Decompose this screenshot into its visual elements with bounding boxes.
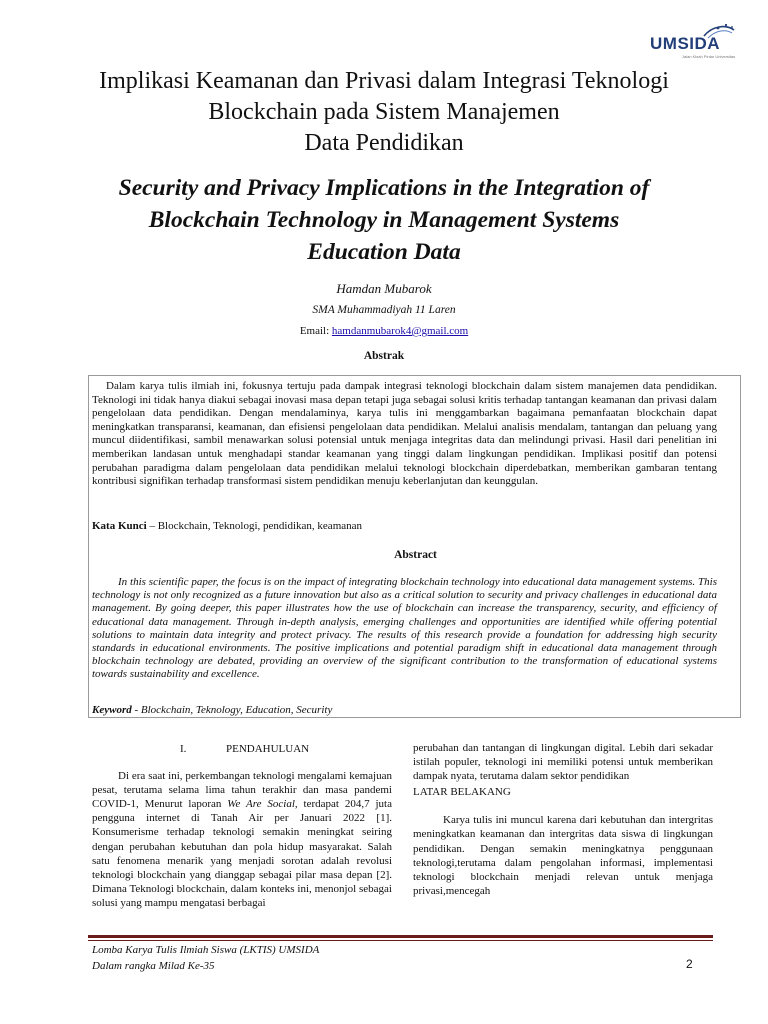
logo-tagline: Jalan Kisah Pintar Universitas <box>682 54 736 59</box>
title-id-line: Blockchain pada Sistem Manajemen <box>208 99 560 125</box>
background-paragraph: Karya tulis ini muncul karena dari kebutuhan dan intergritas meningkatkan keamanan dan intergritas data siswa di lingkungan pendidikan. Dengan semakin meningkatnya penggunaan teknologi,terutama dalam pengolahan informasi, implementasi teknologi blockchain menjadi relevan untuk menjaga privasi,mencegah <box>413 814 713 897</box>
logo-wordmark: UMSIDA <box>650 34 721 53</box>
intro-paragraph <box>92 769 392 910</box>
paper-title-indonesian <box>60 66 708 159</box>
kata-kunci <box>92 520 362 532</box>
author-name: Hamdan Mubarok <box>336 281 432 296</box>
section-title: PENDAHULUAN <box>226 743 310 755</box>
abstract-heading: Abstract <box>394 549 437 561</box>
author-affiliation: SMA Muhammadiyah 11 Laren <box>312 304 456 316</box>
title-en-line: Blockchain Technology in Management Systems <box>148 207 620 233</box>
umsida-logo <box>646 22 738 62</box>
abstrak-heading: Abstrak <box>363 350 405 362</box>
intro-text-italic: We Are Social <box>227 798 295 811</box>
title-en-line: Security and Privacy Implications in the Integration of <box>118 175 650 201</box>
right-column <box>413 741 713 898</box>
abstrak-text: Dalam karya tulis ilmiah ini, fokusnya tertuju pada dampak integrasi teknologi blockchain dalam sistem manajemen data pendidikan. Teknologi ini tidak hanya diakui sebagai inovasi masa depan tetapi juga sebagai solusi kritis terhadap tantangan keamanan dan privasi dalam pengelolaan data pendidikan. Dengan mendalaminya, karya tulis ini menggambarkan bagaimana pemanfaatan blockchain dapat meningkatkan transparansi, keamanan, dan efisiensi pengelolaan data pendidikan. Melalui analisis mendalam, tantangan dan peluang yang muncul diidentifikasi, sambil menawarkan solusi potensial untuk menjaga integritas data dan melindungi privasi. Hasil dari penelitian ini memberikan landasan untuk menghadapi standar keamanan yang tinggi dalam lingkungan pendidikan. Implikasi positif dan potensi perubahan paradigma dalam pengelolaan data pendidikan melalui teknologi blockchain diperdebatkan, memberikan gambaran tentang kontribusi signifikan terhadap transformasi sistem pendidikan menuju keberlanjutan dan keunggulan. <box>92 380 717 488</box>
section-number: I. <box>180 743 187 755</box>
title-id-line: Implikasi Keamanan dan Privasi dalam Integrasi Teknologi <box>99 68 669 94</box>
intro-text-b: , terdapat 204,7 juta pengguna internet di Tanah Air per Januari 2022 [1]. Konsumerisme terhadap teknologi semakin meningkat seiring dengan perubahan kebutuhan dan pola hidup masyarakat. Salah satu fenomena menarik yang menjadi sorotan adalah revolusi teknologi blockchain yang dianggap sebagai pilar masa depan [2]. Dimana Teknologi blockchain, dalam konteks ini, menonjol sebagai solusi yang mampu mengatasi berbagai <box>92 798 392 909</box>
abstract-box <box>88 375 741 718</box>
intro-text-a: Di era saat ini, perkembangan teknologi mengalami kemajuan pesat, terutama selama lima tahun terakhir dan masa pandemi COVID-1, Menurut laporan <box>92 770 392 811</box>
footer-event: Lomba Karya Tulis Ilmiah Siswa (LKTIS) UMSIDA <box>92 944 320 956</box>
kata-kunci-label: Kata Kunci <box>92 520 147 532</box>
abstrak-body <box>92 380 717 489</box>
abstract-body <box>92 576 717 682</box>
kata-kunci-values: – Blockchain, Teknologi, pendidikan, keamanan <box>146 520 363 532</box>
title-id-line: Data Pendidikan <box>304 130 464 156</box>
email-link[interactable]: hamdanmubarok4@gmail.com <box>331 325 469 337</box>
keyword-label: Keyword <box>92 704 132 716</box>
email-label: Email: <box>299 325 332 337</box>
footer-rule-thick <box>88 935 713 938</box>
keyword-values: - Blockchain, Teknology, Education, Security <box>131 704 333 716</box>
page-number: 2 <box>686 957 693 971</box>
footer-occasion: Dalam rangka Milad Ke-35 <box>92 959 215 972</box>
keyword-line <box>92 704 332 716</box>
left-column <box>92 742 392 910</box>
abstract-text: In this scientific paper, the focus is on the impact of integrating blockchain technology into educational data management systems. This technology is not only recognized as a future innovation but also as a critical solution to security and privacy challenges in educational data management. By going deeper, this paper illustrates how the use of blockchain can increase the transparency, security, and efficiency of educational data management. Through in-depth analysis, emerging challenges and opportunities are identified while offering potential solutions to maintain data integrity and protect privacy. The results of this research provide a foundation for addressing high security standards in educational environments. The positive implications and potential paradigm shift in educational data management through blockchain technology are debated, providing an overview of the significant contribution to the transformation of educational systems towards sustainability and excellence. <box>92 576 717 681</box>
footer-rule-thin <box>88 940 713 941</box>
paper-title-english <box>60 172 708 268</box>
subsection-heading: LATAR BELAKANG <box>413 786 511 799</box>
section-heading <box>92 742 392 756</box>
author-email <box>0 325 768 337</box>
intro-continuation: perubahan dan tantangan di lingkungan digital. Lebih dari sekadar istilah populer, teknologi ini memiliki potensi untuk memberikan dampak nyata, terutama dalam sektor pendidikan <box>413 742 713 783</box>
footer-text <box>92 943 319 974</box>
title-en-line: Education Data <box>307 239 461 265</box>
